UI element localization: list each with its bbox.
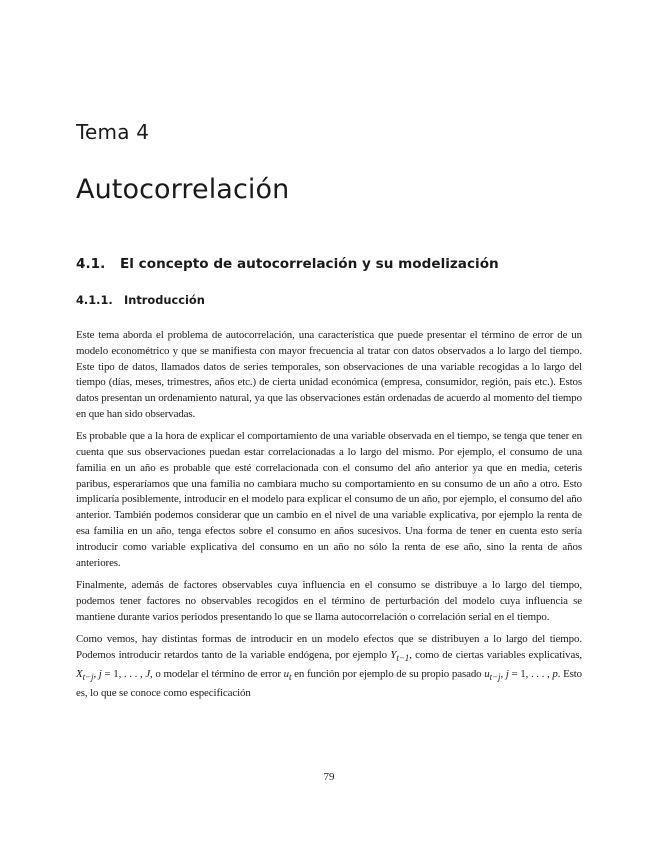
paragraph-2: Es probable que a la hora de explicar el comportamiento de una variable observada en el tiempo, se tenga que tener en cuenta que sus observaciones puedan estar correlacionadas a lo largo del mismo. Por ejemplo, el consumo de una familia en un año es probable que esté correlacionada con el consumo del año anterior ya que en media, ceteris paribus, esperaríamos que una familia no cambiara mucho su comportamiento en su consumo de un año a otro. Esto implicaría posiblemente, introducir en el modelo para explicar el consumo de un año, por ejemplo, el consumo del año anterior. También podemos considerar que un cambio en el nivel de una variable explicativa, por ejemplo la renta de esa familia en un año, tenga efectos sobre el consumo en años sucesivos. Una forma de tener en cuenta esto sería introducir como variable explicativa del consumo en un año no sólo la renta de ese año, sino la renta de años anteriores. bbox=[76, 430, 582, 569]
math-var: J bbox=[145, 667, 151, 680]
math-var: j bbox=[98, 667, 102, 680]
paragraph-4-text: , o modelar el término de error bbox=[150, 667, 284, 680]
paragraph-4 bbox=[76, 632, 582, 702]
page-number: 79 bbox=[323, 771, 335, 783]
math-var: u bbox=[283, 667, 289, 680]
subsection-number: 4.1.1. bbox=[76, 293, 113, 307]
paragraph-1: Este tema aborda el problema de autocorrelación, una característica que puede presentar el término de error de un modelo econométrico y que se manifiesta con mayor frecuencia al tratar con datos observados a lo largo del tiempo. Este tipo de datos, llamados datos de series temporales, son observaciones de una variable recogidas a lo largo del tiempo (días, meses, trimestres, años etc.) de cierta unidad económica (empresa, consumidor, región, país etc.). Estos datos presentan un ordenamiento natural, ya que las observaciones están ordenadas de acuerdo al momento del tiempo en que han sido observadas. bbox=[76, 329, 582, 420]
paragraph-4-text: , como de ciertas variables explicativas, bbox=[409, 648, 582, 661]
math-subscript: t−j bbox=[489, 671, 501, 682]
section-number: 4.1. bbox=[76, 256, 106, 272]
paragraph-3: Finalmente, además de factores observables cuya influencia en el consumo se distribuye a lo largo del tiempo, podemos tener factores no observables recogidos en el término de perturbación del modelo cuya influencia se mantiene durante varios periodos presentando lo que se llama autocorrelación o correlación serial en el tiempo. bbox=[76, 578, 582, 623]
math-var: Y bbox=[390, 648, 397, 661]
section-heading bbox=[76, 256, 499, 272]
paragraph-4-text: = 1, . . . , bbox=[508, 667, 553, 680]
math-var: u bbox=[484, 667, 490, 680]
math-var: j bbox=[505, 667, 509, 680]
paragraph-4-text: , bbox=[500, 667, 506, 680]
paragraph-4-text: , bbox=[93, 667, 99, 680]
paragraph-4-text: en función por ejemplo de su propio pasado bbox=[291, 667, 485, 680]
math-subscript: t bbox=[289, 671, 292, 682]
subsection-title: Introducción bbox=[124, 293, 205, 307]
chapter-label: Tema 4 bbox=[76, 120, 150, 144]
chapter-title: Autocorrelación bbox=[76, 174, 290, 205]
paragraph-4-text: Como vemos, hay distintas formas de introducir en un modelo efectos que se distribuyen a lo largo del tiempo. Podemos introducir retardos tanto de la variable endógena, por ejemplo bbox=[76, 632, 582, 661]
math-var: p bbox=[552, 667, 558, 680]
paragraph-4-text: = 1, . . . , bbox=[101, 667, 146, 680]
math-subscript: t−1 bbox=[396, 652, 410, 663]
math-var: X bbox=[76, 667, 83, 680]
section-title: El concepto de autocorrelación y su modelización bbox=[120, 256, 499, 272]
paragraph-4-text: . Esto es, lo que se conoce como especificación bbox=[76, 667, 583, 699]
body-text bbox=[76, 328, 582, 708]
subsection-heading bbox=[76, 293, 205, 307]
math-subscript: t−j bbox=[82, 671, 94, 682]
